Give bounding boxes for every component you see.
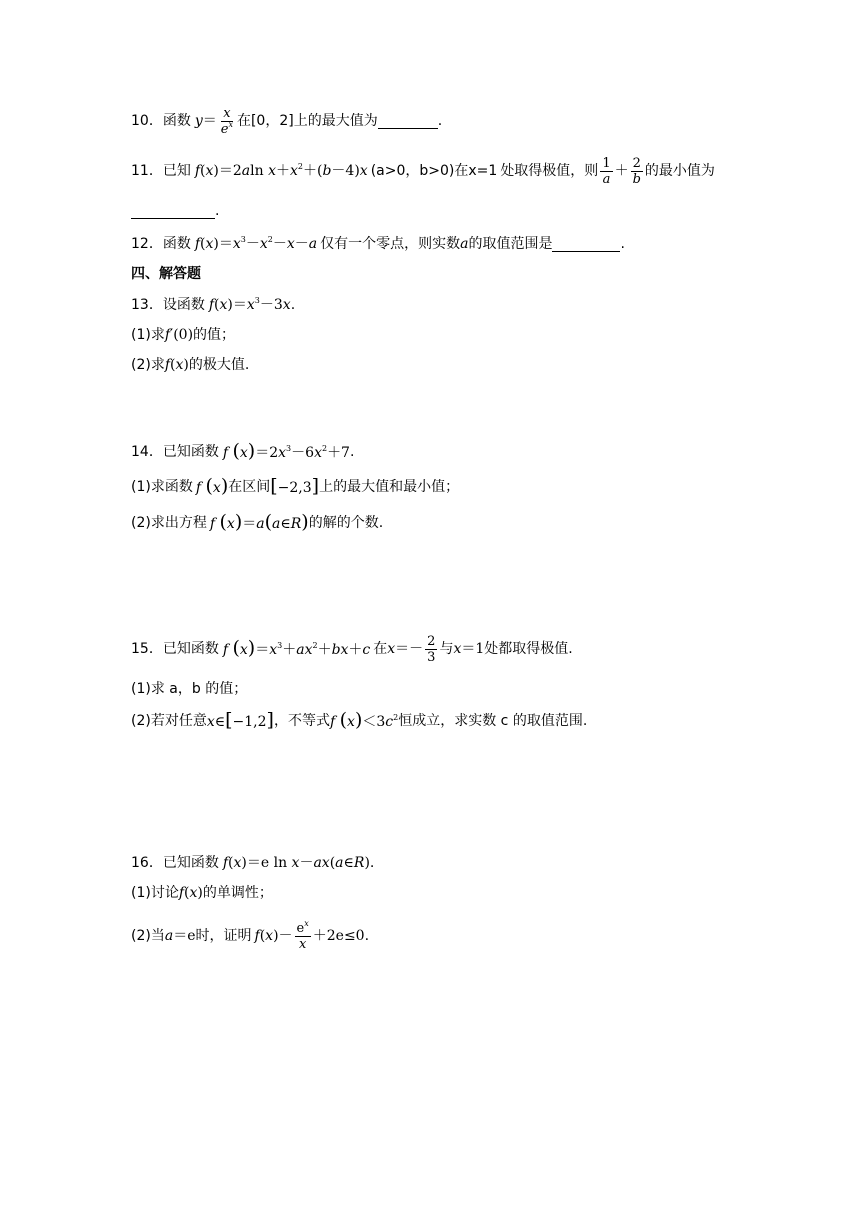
question-14-part-2: (2)求出方程 f (x)＝a(a∈R) 的解的个数.	[131, 510, 384, 533]
question-11-number: 11．已知	[131, 163, 191, 179]
question-15-part-2: (2)若对任意 x∈[−1,2] ，不等式 f $(x)<3c^2$ 恒成立，求实数 c 的取值范围.	[131, 708, 588, 731]
question-13-part-1: (1)求 f′(0) 的值；	[131, 327, 236, 343]
fraction-ex-over-x: $\frac{e^x}{x}$	[296, 918, 309, 952]
question-13-part-2: (2)求 f(x) 的极大值.	[131, 357, 250, 373]
question-16: 16．已知函数 f(x)＝e ln x－ax(a∈R).	[131, 855, 375, 871]
question-10-number: 10．函数	[131, 113, 191, 129]
question-11-condition: (a>0，b>0)在	[370, 163, 469, 179]
question-11: 11．已知 f(x)＝2aln $x+x^2+(b-4)x$ (a>0，b>0)在 x=1 处取得极值，则 $\frac{1}{a}$ ＋ $\frac{2}{b}$ 的最小值为	[131, 155, 715, 187]
question-14-number: 14．已知函数	[131, 444, 219, 460]
fraction-2-over-b: $\frac{2}{b}$	[632, 155, 641, 187]
question-13-number: 13．设函数	[131, 297, 205, 313]
question-11-blank-line: .	[131, 200, 219, 222]
question-13: 13．设函数 $f(x)=x^3-3x$ .	[131, 296, 296, 313]
question-15-part-1: (1)求 a，b 的值；	[131, 681, 248, 697]
question-16-number: 16．已知函数	[131, 855, 219, 871]
question-14: 14．已知函数 f $(x)=2x^3-6x^2+7$ .	[131, 439, 355, 462]
question-14-part-1: (1)求函数 f (x) 在区间 [−2,3] 上的最大值和最小值；	[131, 474, 460, 497]
question-16-part-1: (1)讨论 f(x) 的单调性；	[131, 885, 273, 901]
fraction-2-over-3: $\frac{2}{3}$	[427, 633, 436, 665]
question-15: 15．已知函数 f $(x)=x^3+ax^2+bx+c$ 在 x＝－ $\frac{2}{3}$ 与 x＝1 处都取得极值.	[131, 633, 573, 665]
fraction-1-over-a: $\frac{1}{a}$	[602, 155, 611, 187]
answer-blank[interactable]	[131, 204, 215, 219]
answer-blank[interactable]	[552, 237, 620, 252]
answer-blank[interactable]	[378, 114, 438, 129]
question-12-number: 12．函数	[131, 236, 191, 252]
question-15-number: 15．已知函数	[131, 641, 219, 657]
fraction-x-over-ex: $\frac{x}{e^x}$	[220, 105, 233, 137]
question-10: 10．函数 y ＝ $\frac{x}{e^x}$ 在[0，2]上的最大值为 .	[131, 105, 443, 137]
section-heading: 四、解答题	[131, 266, 201, 282]
question-16-part-2: (2)当 a＝e 时，证明 f(x)－ $\frac{e^x}{x}$ ＋2e≤0.	[131, 918, 370, 952]
question-12: 12．函数 $f(x)=x^3-x^2-x-a$ 仅有一个零点，则实数 a 的取值范围是 .	[131, 235, 625, 252]
question-10-text: 在[0，2]上的最大值为	[236, 113, 378, 129]
